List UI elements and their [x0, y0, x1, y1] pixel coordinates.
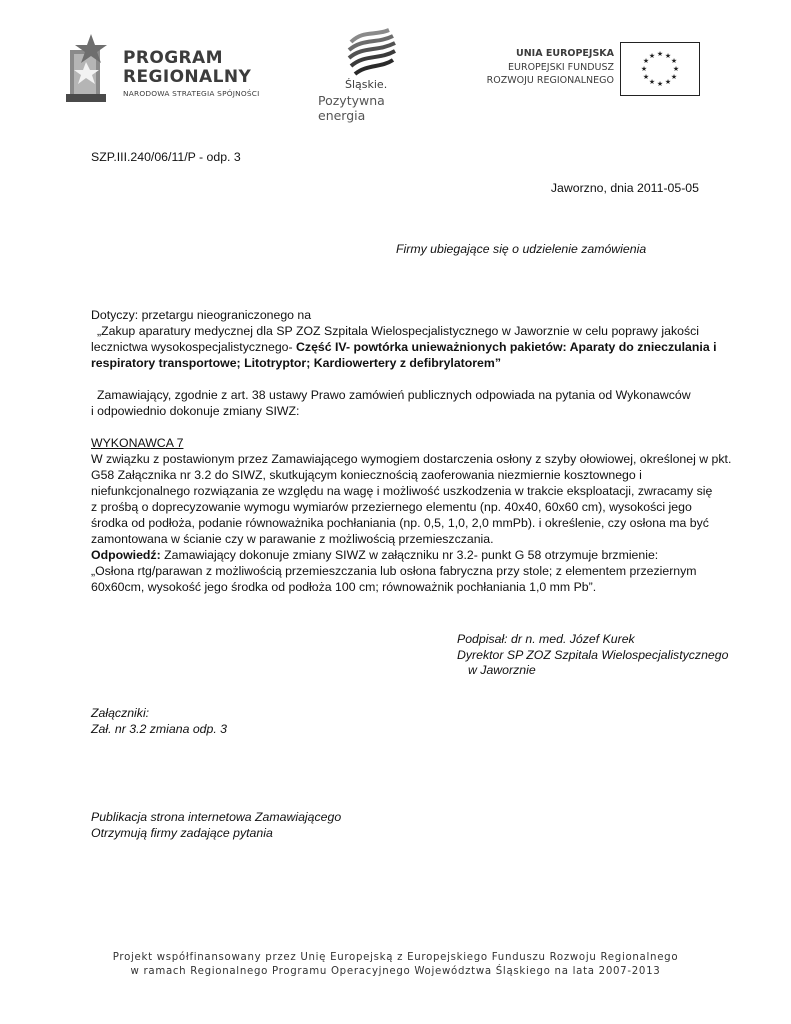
subject-line-2: [91, 340, 717, 356]
svg-text:★: ★: [656, 50, 664, 58]
eu-flag-icon: [620, 42, 700, 96]
svg-text:★: ★: [648, 52, 656, 60]
svg-text:★: ★: [642, 73, 650, 81]
signature-line-2: Dyrektor SP ZOZ Szpitala Wielospecjalistycznego: [457, 648, 729, 662]
svg-text:★: ★: [670, 57, 678, 65]
question-line: z prośbą o doprecyzowanie wymogu wymiarów przeziernego elementu (np. 40x40, 60x60 cm), wysokości jego: [91, 500, 692, 514]
subject-line-2-plain: lecznictwa wysokospecjalistycznego-: [91, 340, 293, 354]
attachments-label: Załączniki:: [91, 706, 150, 720]
place-date: Jaworzno, dnia 2011-05-05: [550, 181, 699, 195]
slaskie-name: Śląskie.: [345, 78, 388, 91]
signature-line-1: Podpisał: dr n. med. Józef Kurek: [457, 632, 635, 646]
answer-line-3: 60x60cm, wysokość jego środka od podłoża 100 cm; równoważnik pochłaniania 1,0 mm Pb”.: [91, 580, 597, 594]
question-line: zamontowana w ścianie czy w parawanie z możliwością przemieszczania.: [91, 532, 494, 546]
answer-label: Odpowiedź:: [91, 548, 161, 562]
distribution-line-2: Otrzymują firmy zadające pytania: [91, 826, 273, 840]
slaskie-logo: [316, 28, 426, 123]
intro-line-2: i odpowiednio dokonuje zmiany SIWZ:: [91, 404, 300, 418]
svg-text:★: ★: [656, 80, 664, 88]
svg-text:★: ★: [642, 57, 650, 65]
subject-intro: Dotyczy: przetargu nieograniczonego na: [91, 308, 312, 322]
answer-line-1: [91, 548, 658, 564]
question-line: niefunkcjonalnego rozwiązania ze względu na wagę i możliwość uszkodzenia w trakcie eksploatacji, zwracamy się: [91, 484, 713, 498]
reference-number: SZP.III.240/06/11/P - odp. 3: [91, 150, 241, 164]
svg-text:★: ★: [670, 73, 678, 81]
svg-text:★: ★: [664, 52, 672, 60]
attachments-item: Zał. nr 3.2 zmiana odp. 3: [91, 722, 228, 736]
footer-line-1: Projekt współfinansowany przez Unię Europejską z Europejskiego Funduszu Rozwoju Regionalnego: [112, 952, 679, 963]
question-line: W związku z postawionym przez Zamawiającego wymogiem dostarczenia osłony z szyby ołowiowej, określonej w pkt.: [91, 452, 732, 466]
subject-line-1: [91, 324, 699, 340]
subject-line-1-text: „Zakup aparatury medycznej dla SP ZOZ Szpitala Wielospecjalistycznego w Jaworznie w celu poprawy jakości: [97, 324, 699, 338]
svg-text:★: ★: [640, 65, 648, 73]
svg-text:★: ★: [672, 65, 680, 73]
answer-line-2: „Osłona rtg/parawan z możliwością przemieszczania lub osłona fabryczna przy stole; z elementem przeziernym: [91, 564, 697, 578]
footer-line-2: w ramach Regionalnego Programu Operacyjnego Województwa Śląskiego na lata 2007-2013: [130, 966, 661, 977]
question-line: środka od podłoża, podanie równoważnika pochłaniania (np. 0,5, 1,0, 2,0 mmPb). i określenie, czy osłona ma być: [91, 516, 709, 530]
program-subtitle: NARODOWA STRATEGIA SPÓJNOŚCI: [123, 89, 260, 98]
eu-logo: [486, 42, 702, 100]
slaskie-waves-icon: [341, 28, 401, 76]
program-regionalny-emblem-icon: [66, 32, 116, 104]
subject-line-2-bold: Część IV- powtórka unieważnionych pakietów: Aparaty do znieczulania i: [292, 340, 717, 354]
eu-line1: UNIA EUROPEJSKA: [516, 48, 614, 59]
question-line: G58 Załącznika nr 3.2 do SIWZ, skutkującym koniecznością zaoferowania niezmiernie kosztownego i: [91, 468, 642, 482]
answer-text: Zamawiający dokonuje zmiany SIWZ w załączniku nr 3.2- punkt G 58 otrzymuje brzmienie:: [160, 548, 659, 562]
signature-line-3: w Jaworznie: [468, 663, 536, 677]
recipient: Firmy ubiegające się o udzielenie zamówienia: [396, 242, 647, 256]
contractor-heading: WYKONAWCA 7: [91, 436, 184, 450]
eu-line3: ROZWOJU REGIONALNEGO: [486, 75, 614, 86]
program-title-line1: PROGRAM: [123, 48, 223, 68]
slaskie-tagline: Pozytywna energia: [318, 93, 385, 123]
program-regionalny-logo: [66, 32, 286, 104]
distribution-line-1: Publikacja strona internetowa Zamawiającego: [91, 810, 342, 824]
svg-text:★: ★: [648, 78, 656, 86]
intro-line-1: Zamawiający, zgodnie z art. 38 ustawy Prawo zamówień publicznych odpowiada na pytania od Wykonawców: [97, 388, 691, 402]
program-title-line2: REGIONALNY: [123, 67, 252, 87]
eu-line2: EUROPEJSKI FUNDUSZ: [508, 62, 614, 73]
svg-text:★: ★: [664, 78, 672, 86]
subject-line-3: respiratory transportowe; Litotryptor; Kardiowertery z defibrylatorem”: [91, 356, 501, 370]
